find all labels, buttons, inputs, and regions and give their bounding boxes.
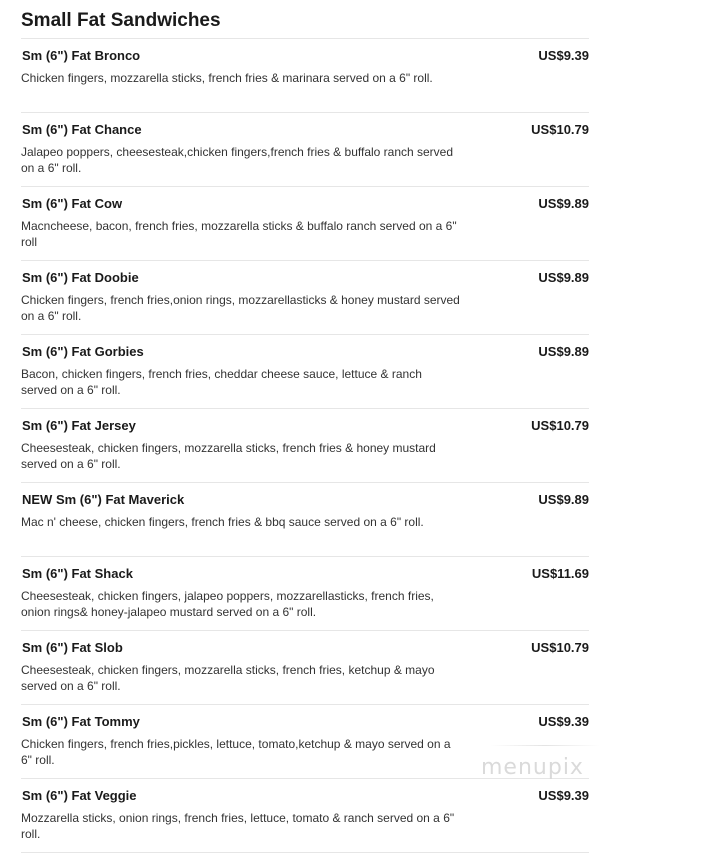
- menu-item[interactable]: [21, 631, 589, 705]
- item-description: Mac n' cheese, chicken fingers, french fries & bbq sauce served on a 6" roll.: [21, 515, 424, 529]
- menu-item[interactable]: [21, 39, 589, 113]
- item-description: Chicken fingers, french fries,pickles, lettuce, tomato,ketchup & mayo served on a 6" roll.: [21, 737, 451, 767]
- item-name: Sm (6") Fat Slob: [22, 640, 123, 655]
- item-name: Sm (6") Fat Cow: [22, 196, 123, 211]
- item-description: Bacon, chicken fingers, french fries, cheddar cheese sauce, lettuce & ranch served on a 6" roll.: [21, 367, 422, 397]
- menu-item[interactable]: [21, 483, 589, 557]
- menupix-watermark: menupix: [481, 755, 584, 780]
- item-price: US$9.89: [538, 492, 589, 507]
- menu-section: [21, 0, 589, 853]
- item-description: Macncheese, bacon, french fries, mozzarella sticks & buffalo ranch served on a 6" roll: [21, 219, 457, 249]
- section-title: Small Fat Sandwiches: [21, 0, 589, 39]
- watermark-divider: [490, 745, 600, 746]
- item-price: US$9.39: [538, 714, 589, 729]
- menu-item[interactable]: [21, 113, 589, 187]
- menu-item[interactable]: [21, 779, 589, 853]
- item-description: Chicken fingers, mozzarella sticks, french fries & marinara served on a 6" roll.: [21, 71, 433, 85]
- item-price: US$9.89: [538, 344, 589, 359]
- item-price: US$9.39: [538, 48, 589, 63]
- item-description: Chicken fingers, french fries,onion rings, mozzarellasticks & honey mustard served on a 6" roll.: [21, 293, 460, 323]
- menu-item[interactable]: [21, 187, 589, 261]
- item-name: Sm (6") Fat Shack: [22, 566, 133, 581]
- item-price: US$9.39: [538, 788, 589, 803]
- item-description: Cheesesteak, chicken fingers, mozzarella sticks, french fries & honey mustard served on a 6" roll.: [21, 441, 436, 471]
- item-name: Sm (6") Fat Chance: [22, 122, 142, 137]
- item-name: Sm (6") Fat Tommy: [22, 714, 140, 729]
- item-name: Sm (6") Fat Bronco: [22, 48, 141, 63]
- item-name: Sm (6") Fat Doobie: [22, 270, 139, 285]
- item-description: Mozzarella sticks, onion rings, french fries, lettuce, tomato & ranch served on a 6" roll.: [21, 811, 455, 841]
- menu-item[interactable]: [21, 261, 589, 335]
- item-price: US$9.89: [538, 196, 589, 211]
- item-name: Sm (6") Fat Jersey: [22, 418, 136, 433]
- menu-item[interactable]: [21, 557, 589, 631]
- item-price: US$9.89: [538, 270, 589, 285]
- menu-item[interactable]: [21, 335, 589, 409]
- item-name: Sm (6") Fat Veggie: [22, 788, 137, 803]
- item-description: Jalapeo poppers, cheesesteak,chicken fingers,french fries & buffalo ranch served on a 6" roll.: [21, 145, 454, 175]
- item-price: US$10.79: [531, 640, 589, 655]
- menu-item[interactable]: [21, 409, 589, 483]
- item-name: NEW Sm (6") Fat Maverick: [22, 492, 185, 507]
- item-price: US$11.69: [531, 566, 589, 581]
- item-description: Cheesesteak, chicken fingers, jalapeo poppers, mozzarellasticks, french fries, onion rings& honey-jalapeo mustard served on a 6" roll.: [21, 589, 434, 619]
- item-description: Cheesesteak, chicken fingers, mozzarella sticks, french fries, ketchup & mayo served on a 6" roll.: [21, 663, 435, 693]
- item-price: US$10.79: [531, 418, 589, 433]
- item-name: Sm (6") Fat Gorbies: [22, 344, 144, 359]
- item-price: US$10.79: [531, 122, 589, 137]
